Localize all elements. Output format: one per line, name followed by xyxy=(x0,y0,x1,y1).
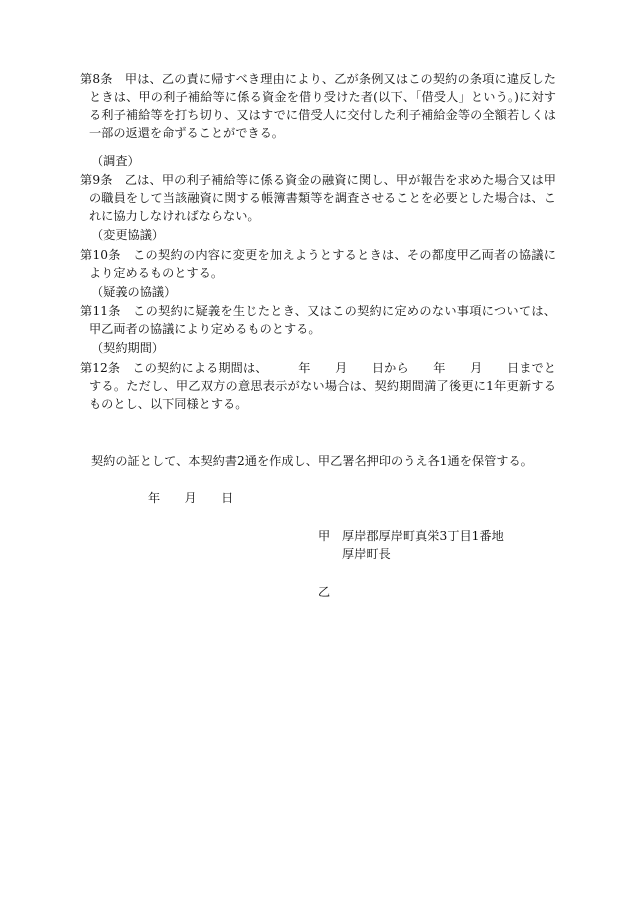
closing-statement: 契約の証として、本契約書2通を作成し、甲乙署名押印のうえ各1通を保管する。 xyxy=(91,454,533,468)
date-line: 年 月 日 xyxy=(148,491,234,505)
article-11-caption: （疑義の協議） xyxy=(91,285,177,299)
party-a-label: 甲 xyxy=(318,529,331,543)
article-9: 第9条 乙は、甲の利子補給等に係る資金の融資に関し、甲が報告を求めた場合又は甲の職員をして当該融資に関する帳簿書類等を調査させることを必要とした場合は、これに協力しなければならない。 xyxy=(80,173,556,223)
article-8: 第8条 甲は、乙の責に帰すべき理由により、乙が条例又はこの契約の条項に違反したときは、甲の利子補給等に係る資金を借り受けた者(以下、「借受人」という。)に対する利子補給等を打ち切り、又はすでに借受人に交付した利子補給金等の全額若しくは一部の返還を命ずることができる。 xyxy=(80,72,556,140)
article-11: 第11条 この契約に疑義を生じたとき、又はこの契約に定めのない事項については、甲乙両者の協議により定めるものとする。 xyxy=(80,304,556,336)
article-12-caption: （契約期間） xyxy=(91,341,165,355)
party-b-label: 乙 xyxy=(318,585,331,599)
article-10: 第10条 この契約の内容に変更を加えようとするときは、その都度甲乙両者の協議により定めるものとする。 xyxy=(80,248,556,280)
article-12: 第12条 この契約による期間は、 年 月 日から 年 月 日までとする。ただし、甲乙双方の意思表示がない場合は、契約期間満了後更に1年更新するものとし、以下同様とする。 xyxy=(80,361,556,411)
article-9-caption: （調査） xyxy=(91,154,140,168)
party-a-address: 厚岸郡厚岸町真栄3丁目1番地 xyxy=(342,529,504,543)
article-10-caption: （変更協議） xyxy=(91,228,165,242)
party-a-title: 厚岸町長 xyxy=(342,547,391,561)
